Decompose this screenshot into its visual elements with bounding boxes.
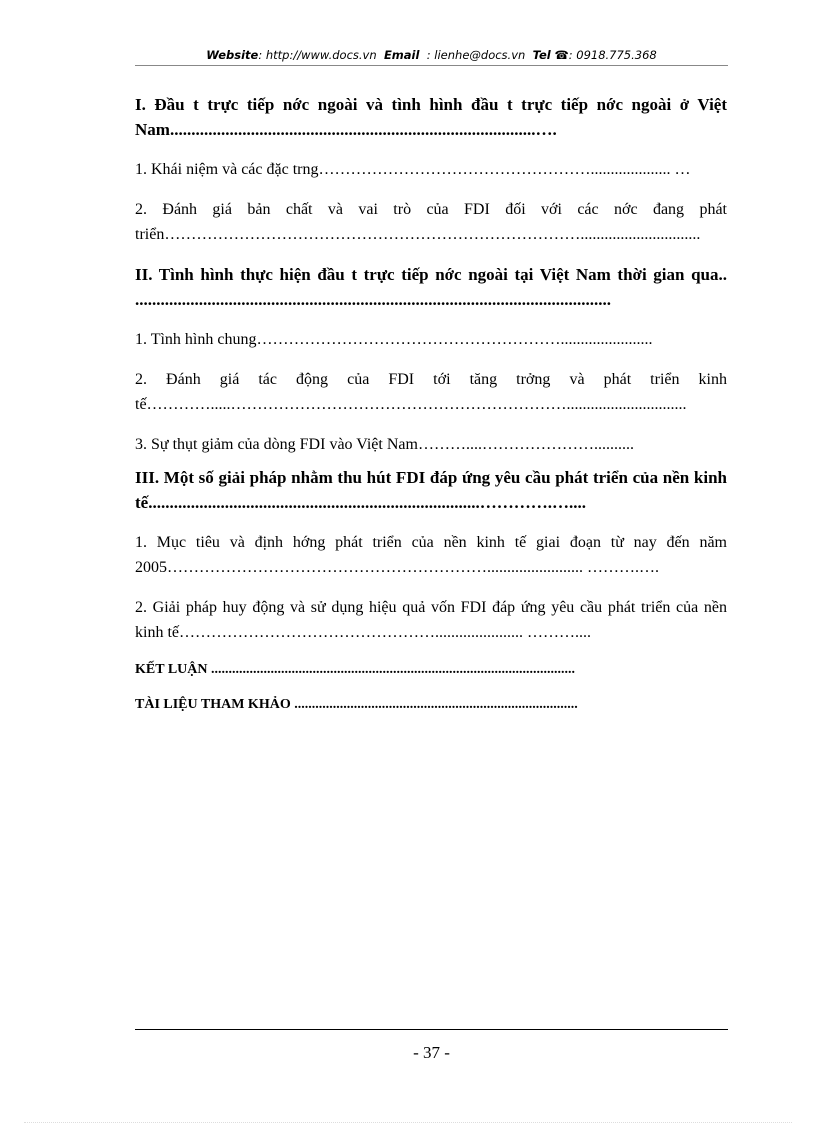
footer-rule [135, 1029, 728, 1030]
toc-section-1: I. Đầu t trực tiếp nớc ngoài và tình hình đầu t trực tiếp nớc ngoài ở Việt Nam......................................................................................…. [135, 95, 727, 139]
header-rule [135, 65, 728, 66]
toc-item-3-1: 1. Mục tiêu và định hớng phát triển của nền kinh tế giai đoạn từ nay đến năm 2005……………………………………………………........................ ……….…. [135, 534, 727, 576]
toc-item-1-2: 2. Đánh giá bản chất và vai trò của FDI đối với các nớc đang phát triển…………………………………………………………………….............................. [135, 201, 727, 243]
website-value: : http://www.docs.vn [258, 48, 377, 62]
toc-item-1-1: 1. Khái niệm và các đặc trng…………………………………………….................... … [135, 161, 691, 178]
toc-section-2: II. Tình hình thực hiện đầu t trực tiếp nớc ngoài tại Việt Nam thời gian qua.. ................................................................................................................ [135, 265, 727, 309]
toc-references: TÀI LIỆU THAM KHẢO ................................................................................. [135, 697, 578, 712]
email-value: : lienhe@docs.vn [426, 48, 526, 62]
toc-item-2-1: 1. Tình hình chung…………………………………………………....................... [135, 331, 653, 348]
email-label: Email [383, 48, 420, 62]
page-header [135, 46, 728, 64]
toc-item-2-2: 2. Đánh giá tác động của FDI tới tăng trởng và phát triển kinh tế………….....……………………………………………………….............................. [135, 371, 727, 413]
toc-conclusion: KẾT LUẬN ........................................................................................................ [135, 662, 575, 677]
tel-label: Tel [532, 48, 551, 62]
toc-item-3-2: 2. Giải pháp huy động và sử dụng hiệu quả vốn FDI đáp ứng yêu cầu phát triển của nền kinh tế…………………………………………...................... ……….... [135, 599, 727, 641]
phone-icon: ☎ [554, 48, 569, 62]
toc-item-2-3: 3. Sự thụt giảm của dòng FDI vào Việt Nam………....………………….......... [135, 436, 634, 453]
table-of-contents [135, 92, 727, 715]
page-number: - 37 - [413, 1043, 450, 1062]
tel-value: : 0918.775.368 [568, 48, 657, 62]
website-label: Website [206, 48, 259, 62]
toc-section-3: III. Một số giải pháp nhằm thu hút FDI đáp ứng yêu cầu phát triển của nền kinh tế..............................................................................………….….... [135, 468, 727, 512]
